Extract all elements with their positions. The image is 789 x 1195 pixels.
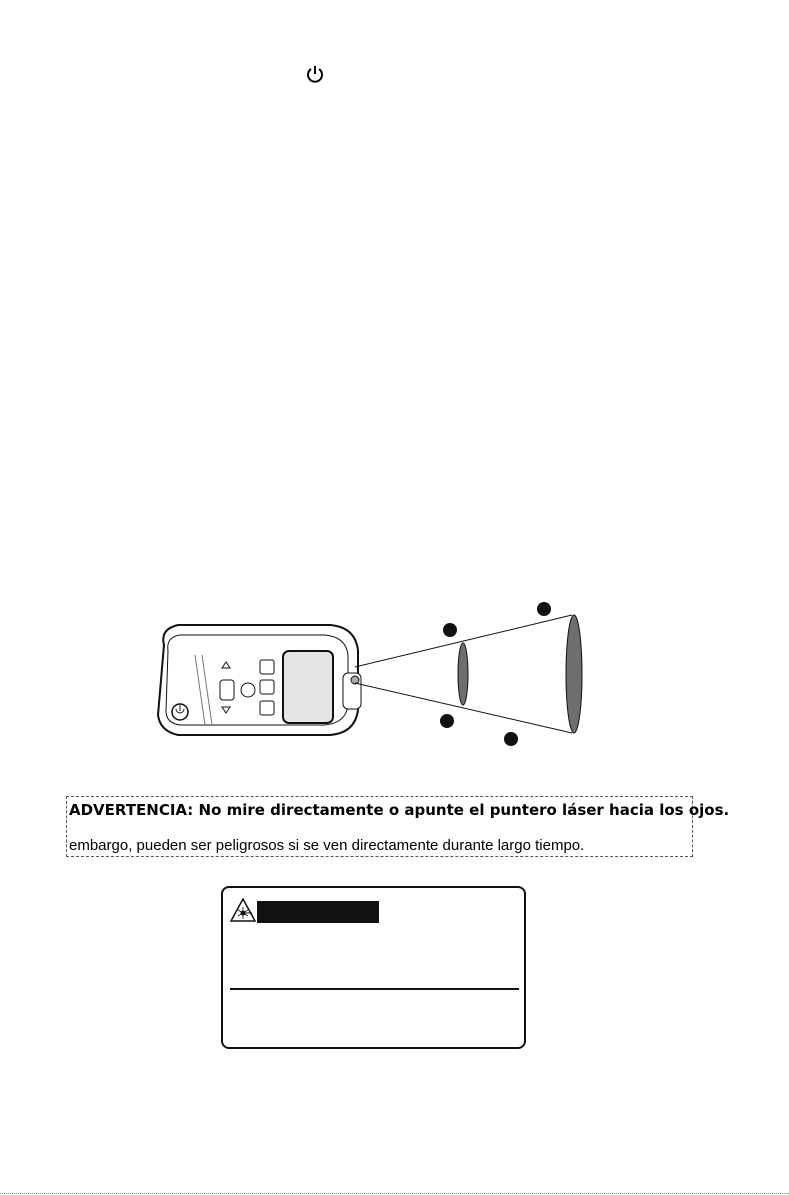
page-bottom-rule xyxy=(0,1193,789,1194)
warning-title: ADVERTENCIA: No mire directamente o apunte el puntero láser hacia los ojos. xyxy=(69,801,730,819)
laser-warning-label xyxy=(221,886,526,1049)
thermometer-device xyxy=(158,625,361,735)
thermometer-beam-figure xyxy=(150,595,600,755)
marker-dot xyxy=(443,623,457,637)
label-banner xyxy=(257,901,379,923)
warning-text: embargo, pueden ser peligrosos si se ven directamente durante largo tiempo. xyxy=(69,837,585,854)
beam-spot-far xyxy=(566,615,582,733)
warning-box xyxy=(66,796,730,857)
label-divider xyxy=(230,988,519,990)
marker-dot xyxy=(440,714,454,728)
beam-spot-near xyxy=(458,643,468,705)
laser-hazard-icon xyxy=(230,898,256,922)
marker-dot xyxy=(537,602,551,616)
power-icon xyxy=(305,64,325,84)
marker-dot xyxy=(504,732,518,746)
